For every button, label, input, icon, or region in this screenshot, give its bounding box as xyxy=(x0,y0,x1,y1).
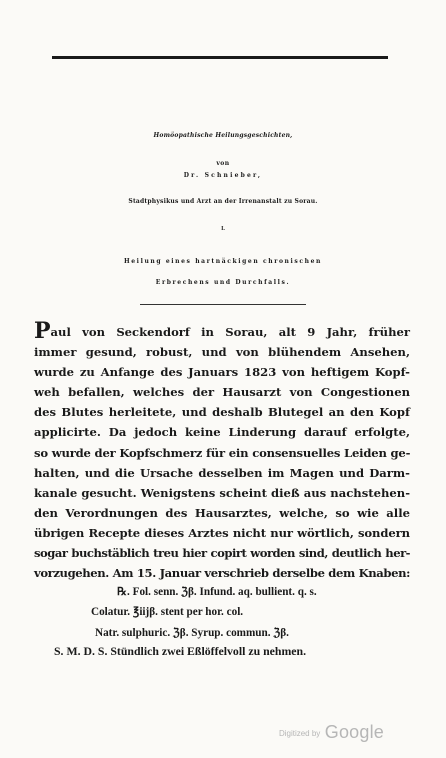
author-name: Dr. Schnieber, xyxy=(183,172,263,179)
body-line: weh befallen, welches der Hausarzt von Congestionen xyxy=(34,385,410,400)
body-line: kanale gesucht. Wenigstens scheint dieß aus nachstehen- xyxy=(34,485,410,500)
top-rule xyxy=(52,56,388,59)
body-line: applicirte. Da jedoch keine Linderung darauf erfolgte, xyxy=(34,425,410,440)
body-paragraph xyxy=(34,318,411,583)
by-line: von xyxy=(216,160,230,167)
drop-cap: P xyxy=(34,318,51,344)
body-line: so wurde der Kopfschmerz für ein consensuelles Leiden ge- xyxy=(34,445,411,460)
prescription-line-2: Colatur. ℥iijβ. stent per hor. col. xyxy=(91,606,244,618)
prescription-line-1: ℞. Fol. senn. ℨβ. Infund. aq. bullient. q. s. xyxy=(117,586,317,598)
prescription-line-4: S. M. D. S. Stündlich zwei Eßlöffelvoll zu nehmen. xyxy=(54,644,307,658)
section-rule xyxy=(140,304,306,305)
section-title-line-2: Erbrechens und Durchfalls. xyxy=(155,279,291,286)
body-line: übrigen Recepte dieses Arztes nicht nur wörtlich, sondern xyxy=(34,525,410,540)
body-line: des Blutes herleitete, und deshalb Blutegel an den Kopf xyxy=(34,405,410,420)
body-line: wurde zu Anfange des Januars 1823 von heftigem Kopf- xyxy=(34,365,410,380)
google-logo: Google xyxy=(324,722,384,742)
body-line-text: aul von Seckendorf in Sorau, alt 9 Jahr, früher xyxy=(50,325,410,339)
body-line: vorzugehen. Am 15. Januar verschrieb derselbe dem Knaben: xyxy=(34,566,410,581)
body-line: halten, und die Ursache desselben im Magen und Darm- xyxy=(34,465,410,480)
author-affiliation: Stadtphysikus und Arzt an der Irrenanstalt zu Sorau. xyxy=(128,198,318,205)
chapter-title: Homöopathische Heilungsgeschichten, xyxy=(153,132,293,139)
body-line: sogar buchstäblich treu hier copirt worden sind, deutlich her- xyxy=(34,546,410,561)
digitized-watermark xyxy=(279,722,384,743)
watermark-prefix: Digitized by xyxy=(278,729,321,738)
body-line xyxy=(34,318,410,344)
body-line: immer gesund, robust, und von blühendem Ansehen, xyxy=(34,345,410,360)
section-numeral: I. xyxy=(221,226,225,232)
body-line: den Verordnungen des Hausarztes, welche, so wie alle xyxy=(34,505,410,520)
prescription-line-3: Natr. sulphuric. ℨβ. Syrup. commun. ℨβ. xyxy=(95,627,289,639)
section-title-line-1: Heilung eines hartnäckigen chronischen xyxy=(124,258,322,265)
